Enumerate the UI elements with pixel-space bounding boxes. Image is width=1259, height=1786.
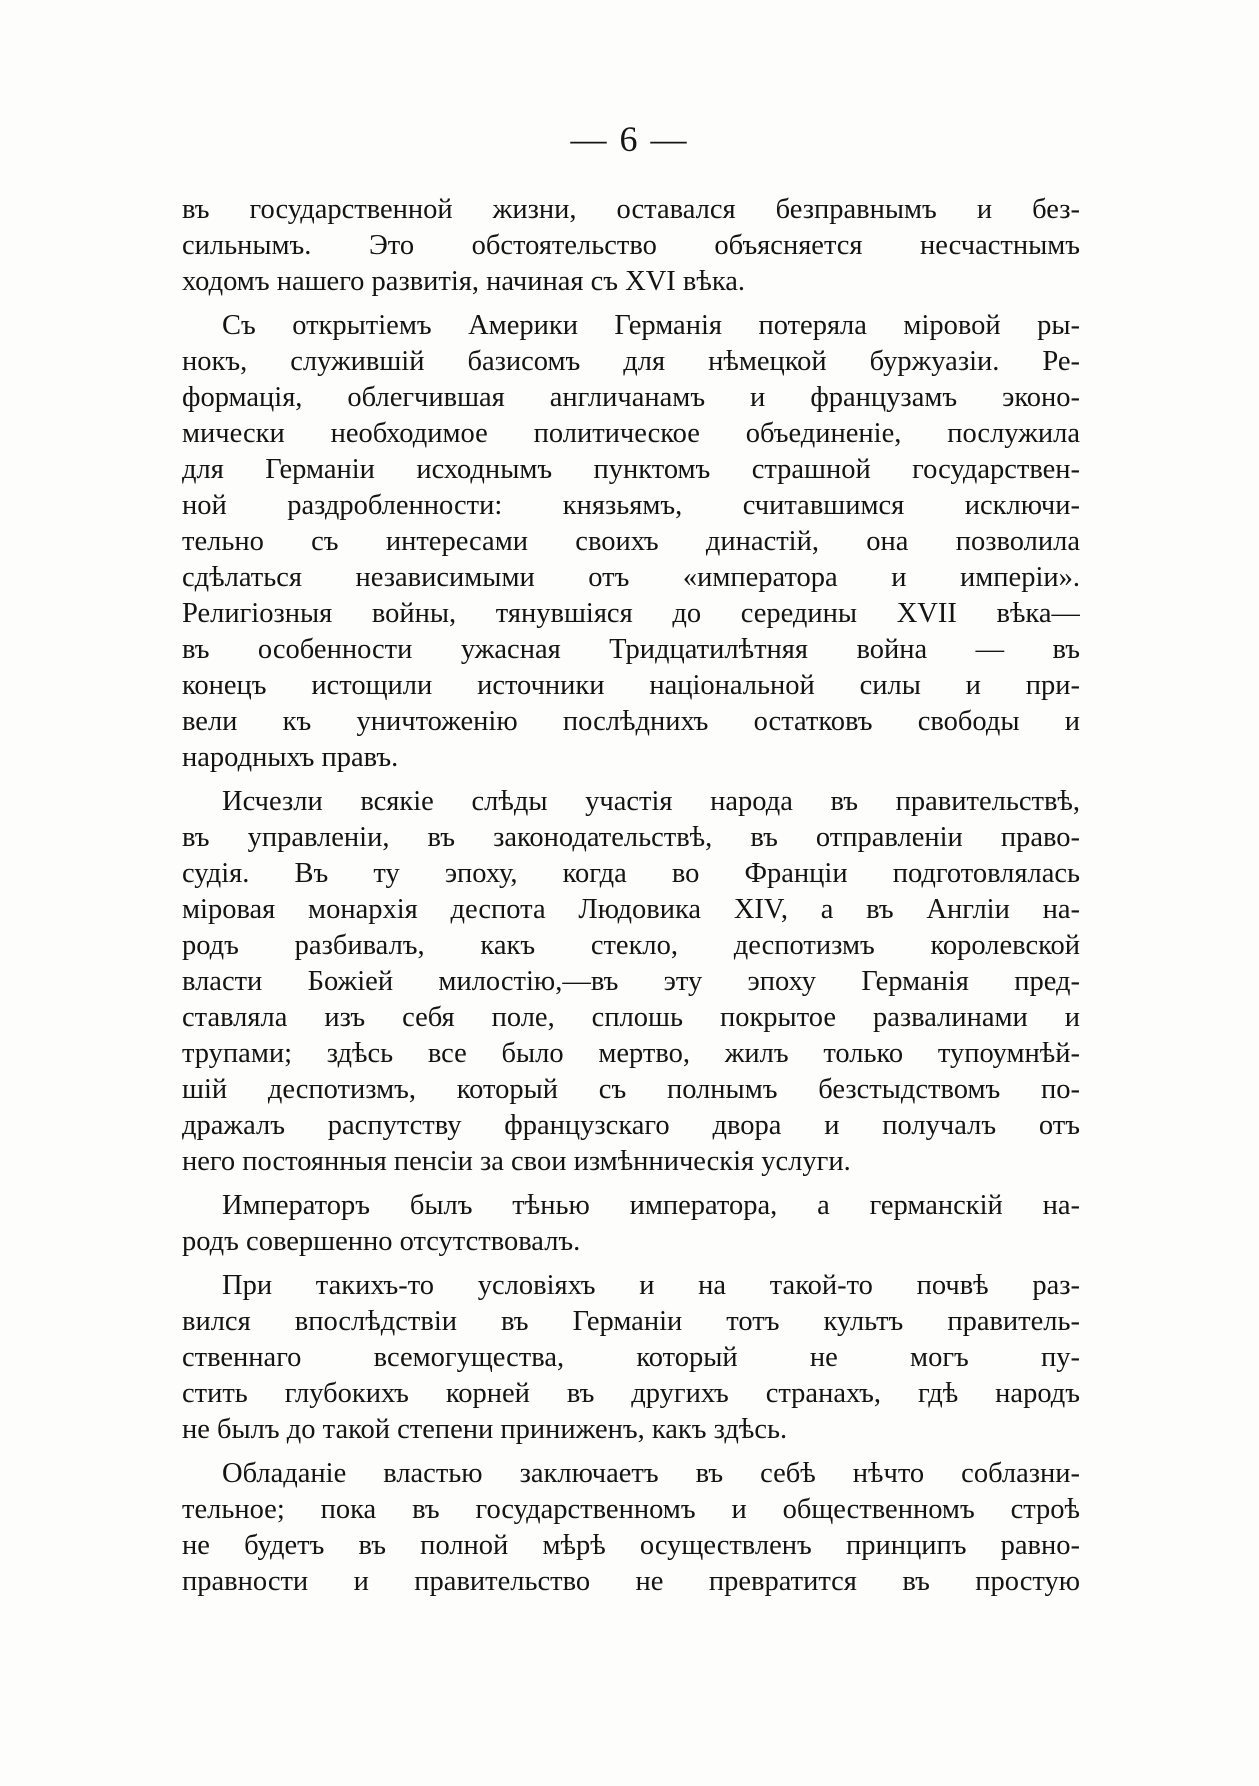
text-line: трупами; здѣсь все было мертво, жилъ только тупоумнѣй- [182, 1038, 1080, 1069]
text-line: нокъ, служившій базисомъ для нѣмецкой буржуазіи. Ре- [182, 346, 1080, 377]
text-line: родъ совершенно отсутствовалъ. [182, 1226, 581, 1257]
text-line: стить глубокихъ корней въ другихъ странахъ, гдѣ народъ [182, 1378, 1080, 1409]
text-line: міровая монархія деспота Людовика XIV, а въ Англіи на- [182, 894, 1080, 925]
text-line: Религіозныя войны, тянувшіяся до середины XVII вѣка— [182, 598, 1080, 629]
text-line: Съ открытіемъ Америки Германія потеряла міровой ры- [222, 310, 1080, 341]
text-line: При такихъ-то условіяхъ и на такой-то почвѣ раз- [222, 1270, 1080, 1301]
body-text [182, 192, 1080, 1600]
text-line: сильнымъ. Это обстоятельство объясняется несчастнымъ [182, 230, 1080, 261]
paragraph [182, 784, 1080, 1180]
text-line: тельное; пока въ государственномъ и общественномъ строѣ [182, 1494, 1080, 1525]
text-line: родъ разбивалъ, какъ стекло, деспотизмъ королевской [182, 930, 1080, 961]
text-line: ставляла изъ себя поле, сплошь покрытое развалинами и [182, 1002, 1080, 1033]
text-line: въ особенности ужасная Тридцатилѣтняя война — въ [182, 634, 1080, 665]
text-line: дражалъ распутству французскаго двора и получалъ отъ [182, 1110, 1080, 1141]
text-line: Императоръ былъ тѣнью императора, а германскій на- [222, 1190, 1080, 1221]
text-line: народныхъ правъ. [182, 742, 399, 773]
text-line: судія. Въ ту эпоху, когда во Франціи подготовлялась [182, 858, 1080, 889]
paragraph [182, 1456, 1080, 1600]
text-line: ственнаго всемогущества, который не могъ пу- [182, 1342, 1080, 1373]
paragraph [182, 192, 1080, 300]
text-line: конецъ истощили источники національной силы и при- [182, 670, 1080, 701]
text-line: не былъ до такой степени приниженъ, какъ здѣсь. [182, 1414, 788, 1445]
text-line: въ управленіи, въ законодательствѣ, въ отправленіи право- [182, 822, 1080, 853]
text-line: шій деспотизмъ, который съ полнымъ безстыдствомъ по- [182, 1074, 1080, 1105]
page-number: — 6 — [570, 119, 689, 159]
text-line: тельно съ интересами своихъ династій, она позволила [182, 526, 1080, 557]
text-line: не будетъ въ полной мѣрѣ осуществленъ принципъ равно- [182, 1530, 1080, 1561]
text-line: Обладаніе властью заключаетъ въ себѣ нѣчто соблазни- [222, 1458, 1080, 1489]
paragraph [182, 1188, 1080, 1260]
text-line: мически необходимое политическое объединеніе, послужила [182, 418, 1080, 449]
text-line: для Германіи исходнымъ пунктомъ страшной государствен- [182, 454, 1080, 485]
text-line: въ государственной жизни, оставался безправнымъ и без- [182, 194, 1080, 225]
text-line: власти Божіей милостію,—въ эту эпоху Германія пред- [182, 966, 1080, 997]
text-line: ной раздробленности: князьямъ, считавшимся исключи- [182, 490, 1080, 521]
text-line: ходомъ нашего развитія, начиная съ XVI вѣка. [182, 266, 746, 297]
paragraph [182, 1268, 1080, 1448]
text-line: него постоянныя пенсіи за свои измѣнническія услуги. [182, 1146, 851, 1177]
text-line: вился впослѣдствіи въ Германіи тотъ культъ правитель- [182, 1306, 1080, 1337]
paragraph [182, 308, 1080, 776]
text-line: вели къ уничтоженію послѣднихъ остатковъ свободы и [182, 706, 1080, 737]
text-line: сдѣлаться независимыми отъ «императора и имперіи». [182, 562, 1080, 593]
text-line: формація, облегчившая англичанамъ и французамъ эконо- [182, 382, 1080, 413]
text-line: Исчезли всякіе слѣды участія народа въ правительствѣ, [222, 786, 1080, 817]
text-line: правности и правительство не превратится въ простую [182, 1566, 1080, 1597]
